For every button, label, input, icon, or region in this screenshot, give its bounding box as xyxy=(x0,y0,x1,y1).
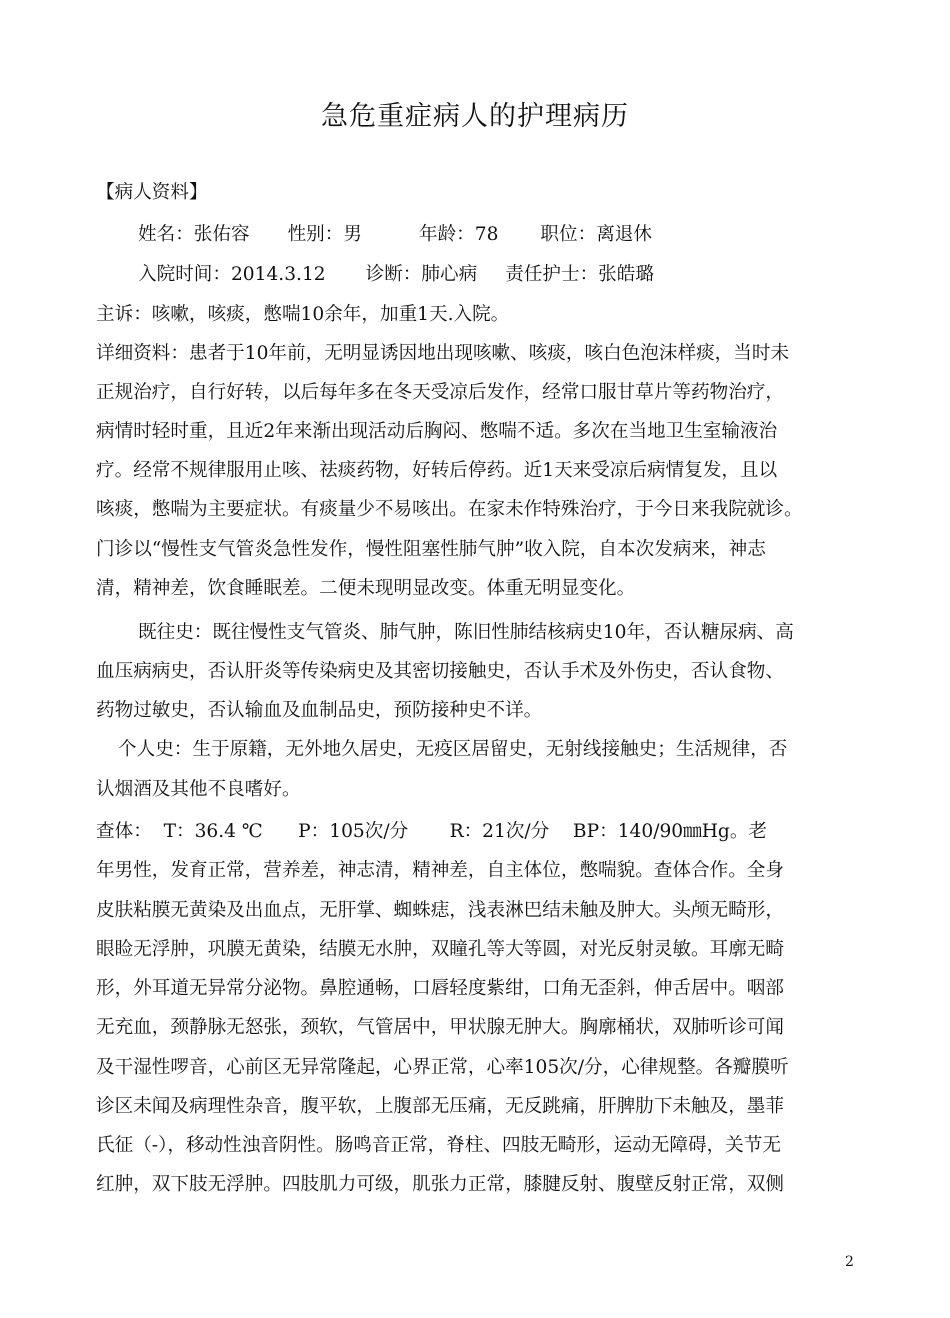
patient-job: 职位：离退休 xyxy=(540,224,652,245)
page-number: 2 xyxy=(845,1254,854,1270)
document-title: 急危重症病人的护理病历 xyxy=(321,101,629,132)
body-line: 眼睑无浮肿，巩膜无黄染，结膜无水肿，双瞳孔等大等圆，对光反射灵敏。耳廓无畸 xyxy=(96,939,784,960)
section-header: 【病人资料】 xyxy=(96,182,208,203)
body-line: 无充血，颈静脉无怒张，颈软，气管居中，甲状腺无肿大。胸廓桶状，双肺听诊可闻 xyxy=(96,1017,784,1038)
admission-time: 入院时间：2014.3.12 xyxy=(138,264,326,285)
body-line: 清，精神差，饮食睡眠差。二便未现明显改变。体重无明显变化。 xyxy=(96,578,636,599)
patient-gender: 性别：男 xyxy=(287,224,362,245)
body-line: 疗。经常不规律服用止咳、祛痰药物，好转后停药。近1天来受凉后病情复发，且以 xyxy=(96,460,778,481)
past-history: 既往史：既往慢性支气管炎、肺气肿，陈旧性肺结核病史10年，否认糖尿病、高 xyxy=(138,622,794,643)
patient-info-row-1 xyxy=(138,223,652,247)
body-line: 皮肤粘膜无黄染及出血点，无肝掌、蜘蛛痣，浅表淋巴结未触及肿大。头颅无畸形， xyxy=(96,900,784,921)
body-line: 详细资料：患者于10年前，无明显诱因地出现咳嗽、咳痰，咳白色泡沫样痰，当时未 xyxy=(96,343,790,364)
body-line: 门诊以“慢性支气管炎急性发作，慢性阻塞性肺气肿”收入院，自本次发病来，神志 xyxy=(96,539,766,560)
body-line: 咳痰，憋喘为主要症状。有痰量少不易咳出。在家未作特殊治疗，于今日来我院就诊。 xyxy=(96,499,803,520)
personal-history: 个人史：生于原籍，无外地久居史，无疫区居留史，无射线接触史；生活规律，否 xyxy=(118,739,788,760)
patient-info-row-2 xyxy=(138,263,654,287)
body-line: 药物过敏史，否认输血及血制品史，预防接种史不详。 xyxy=(96,700,543,721)
body-line: 及干湿性啰音，心前区无异常隆起，心界正常，心率105次/分，心律规整。各瓣膜听 xyxy=(96,1057,789,1078)
physical-exam: 查体： T：36.4 ℃ P：105次/分 R：21次/分 BP：140/90㎜Hg。老 xyxy=(96,821,768,842)
body-line: 认烟酒及其他不良嗜好。 xyxy=(96,779,301,800)
chief-complaint: 主诉：咳嗽，咳痰，憋喘10余年，加重1天.入院。 xyxy=(96,304,510,325)
body-line: 氏征（-），移动性浊音阴性。肠鸣音正常，脊柱、四肢无畸形，运动无障碍，关节无 xyxy=(96,1135,781,1156)
body-line: 正规治疗，自行好转，以后每年多在冬天受凉后发作，经常口服甘草片等药物治疗， xyxy=(96,382,784,403)
diagnosis: 诊断：肺心病 xyxy=(365,264,478,285)
patient-age: 年龄：78 xyxy=(418,224,499,245)
responsible-nurse: 责任护士：张皓璐 xyxy=(505,264,654,285)
body-line: 诊区未闻及病理性杂音，腹平软，上腹部无压痛，无反跳痛，肝脾肋下未触及，墨菲 xyxy=(96,1096,784,1117)
patient-name: 姓名：张佑容 xyxy=(138,224,250,245)
body-line: 血压病病史，否认肝炎等传染病史及其密切接触史，否认手术及外伤史，否认食物、 xyxy=(96,661,784,682)
body-line: 病情时轻时重，且近2年来渐出现活动后胸闷、憋喘不适。多次在当地卫生室输液治 xyxy=(96,421,778,442)
body-line: 形，外耳道无异常分泌物。鼻腔通畅，口唇轻度紫绀，口角无歪斜，伸舌居中。咽部 xyxy=(96,978,784,999)
body-line: 年男性，发育正常，营养差，神志清，精神差，自主体位，憋喘貌。查体合作。全身 xyxy=(96,860,784,881)
body-line: 红肿，双下肢无浮肿。四肢肌力可级，肌张力正常，膝腱反射、腹壁反射正常，双侧 xyxy=(96,1174,784,1195)
